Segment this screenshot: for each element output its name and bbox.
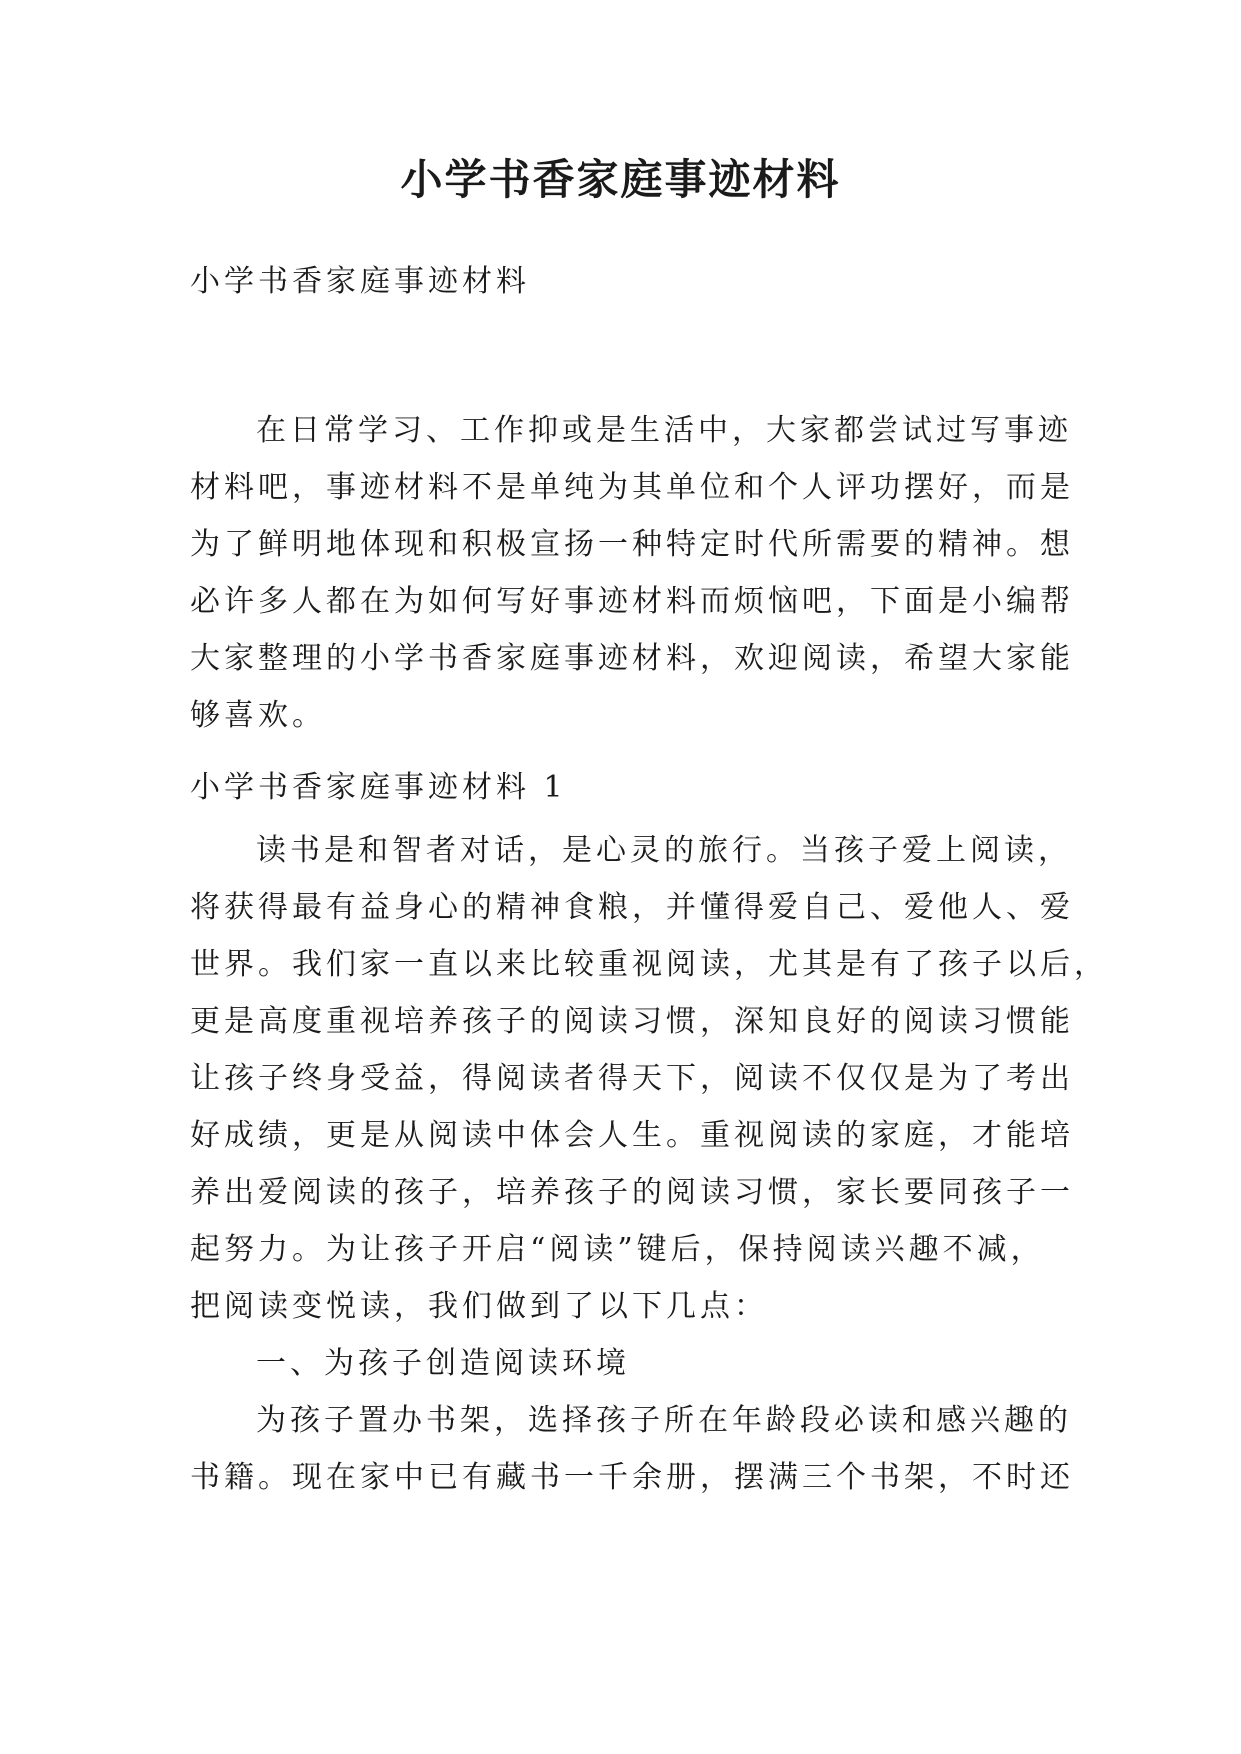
paragraph-line: 让孩子终身受益，得阅读者得天下，阅读不仅仅是为了考出 [190, 1061, 1074, 1096]
paragraph-line: 好成绩，更是从阅读中体会人生。重视阅读的家庭，才能培 [190, 1118, 1074, 1153]
paragraph-line: 为孩子置办书架，选择孩子所在年龄段必读和感兴趣的 [256, 1403, 1072, 1438]
paragraph-line: 世界。我们家一直以来比较重视阅读，尤其是有了孩子以后， [190, 947, 1108, 982]
paragraph-line: 为了鲜明地体现和积极宣扬一种特定时代所需要的精神。想 [190, 527, 1074, 562]
paragraph-line: 书籍。现在家中已有藏书一千余册，摆满三个书架，不时还 [190, 1460, 1074, 1495]
paragraph-line: 起努力。为让孩子开启“阅读”键后，保持阅读兴趣不减， [190, 1232, 1045, 1267]
intro-paragraph [190, 402, 1074, 744]
paragraph-line: 更是高度重视培养孩子的阅读习惯，深知良好的阅读习惯能 [190, 1004, 1074, 1039]
paragraph-line: 必许多人都在为如何写好事迹材料而烦恼吧，下面是小编帮 [190, 584, 1074, 619]
document-subtitle: 小学书香家庭事迹材料 [190, 264, 530, 299]
paragraph-line: 养出爱阅读的孩子，培养孩子的阅读习惯，家长要同孩子一 [190, 1175, 1074, 1210]
subsection-heading: 一、为孩子创造阅读环境 [256, 1346, 630, 1381]
document-title: 小学书香家庭事迹材料 [400, 155, 841, 204]
paragraph-line: 读书是和智者对话，是心灵的旅行。当孩子爱上阅读， [256, 833, 1072, 868]
paragraph-line: 将获得最有益身心的精神食粮，并懂得爱自己、爱他人、爱 [190, 890, 1074, 925]
paragraph-line: 材料吧，事迹材料不是单纯为其单位和个人评功摆好，而是 [190, 470, 1074, 505]
paragraph-line: 在日常学习、工作抑或是生活中，大家都尝试过写事迹 [256, 413, 1072, 448]
section-1 [190, 765, 1108, 1506]
paragraph-line: 大家整理的小学书香家庭事迹材料，欢迎阅读，希望大家能 [190, 641, 1074, 676]
section-heading: 小学书香家庭事迹材料 1 [190, 770, 567, 805]
paragraph-line: 够喜欢。 [190, 698, 326, 733]
paragraph-line: 把阅读变悦读，我们做到了以下几点： [190, 1289, 768, 1324]
